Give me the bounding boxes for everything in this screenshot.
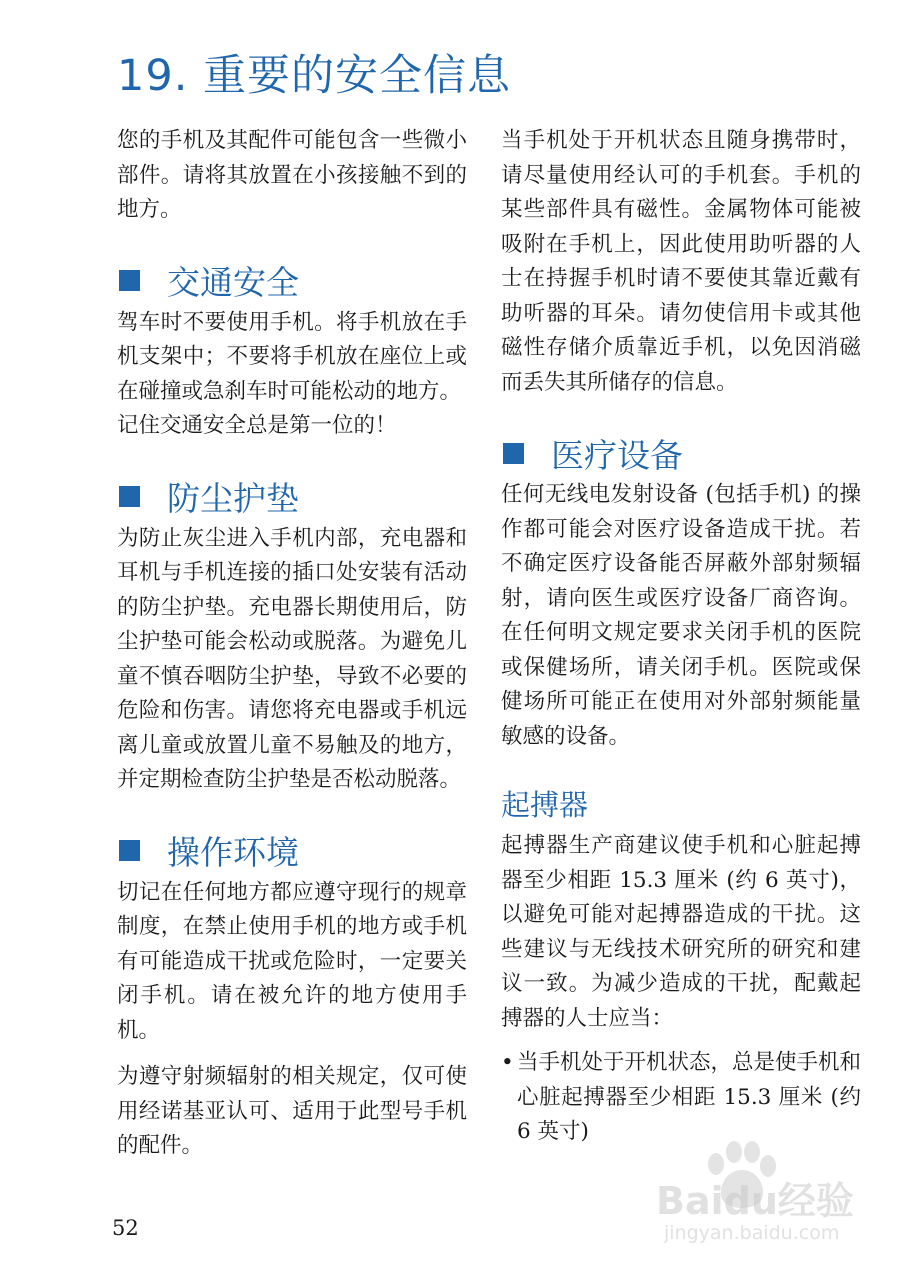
traffic-safety-title: 交通安全 bbox=[167, 263, 299, 302]
square-bullet-icon bbox=[503, 443, 524, 464]
intro-paragraph: 您的手机及其配件可能包含一些微小部件。请将其放置在小孩接触不到的地方。 bbox=[117, 128, 467, 222]
traffic-safety-heading bbox=[117, 256, 467, 306]
section-operating-environment bbox=[117, 826, 467, 1164]
medical-devices-paragraph: 任何无线电发射设备 (包括手机) 的操作都可能会对医疗设备造成干扰。若不确定医疗设备能否屏蔽外部射频辐射，请向医生或医疗设备厂商咨询。在任何明文规定要求关闭手机的医院或保健场所，请关闭手机。医院或保健场所可能正在使用对外部射频能量敏感的设备。 bbox=[501, 482, 861, 749]
page-number: 52 bbox=[112, 1216, 139, 1240]
medical-devices-heading bbox=[501, 428, 861, 478]
operating-environment-title: 操作环境 bbox=[167, 833, 299, 872]
list-item bbox=[501, 1046, 861, 1150]
operating-environment-heading bbox=[117, 826, 467, 876]
square-bullet-icon bbox=[119, 486, 140, 507]
baidu-watermark bbox=[636, 1140, 866, 1250]
pacemakers-heading: 起搏器 bbox=[501, 787, 589, 822]
square-bullet-icon bbox=[119, 270, 140, 291]
phone-case-magnet-paragraph: 当手机处于开机状态且随身携带时，请尽量使用经认可的手机套。手机的某些部件具有磁性。金属物体可能被吸附在手机上，因此使用助听器的人士在持握手机时请不要使其靠近戴有助听器的耳朵。请勿使信用卡或其他磁性存储介质靠近手机，以免因消磁而丢失其所储存的信息。 bbox=[501, 128, 861, 395]
section-pacemakers bbox=[501, 782, 861, 1150]
page-title: 19. 重要的安全信息 bbox=[117, 51, 512, 101]
medical-devices-title: 医疗设备 bbox=[551, 435, 683, 475]
square-bullet-icon bbox=[119, 840, 140, 861]
bullet-dot-icon: • bbox=[501, 1050, 514, 1075]
left-column bbox=[117, 124, 467, 1164]
traffic-safety-paragraph: 驾车时不要使用手机。将手机放在手机支架中；不要将手机放在座位上或在碰撞或急刹车时可能松动的地方。 bbox=[117, 309, 467, 404]
right-column bbox=[501, 124, 861, 1150]
rf-accessories-paragraph: 为遵守射频辐射的相关规定，仅可使用经诺基亚认可、适用于此型号手机的配件。 bbox=[117, 1064, 467, 1158]
dust-cover-paragraph: 为防止灰尘进入手机内部，充电器和耳机与手机连接的插口处安装有活动的防尘护垫。充电器长期使用后，防尘护垫可能会松动或脱落。为避免儿童不慎吞咽防尘护垫，导致不必要的危险和伤害。请您将充电器或手机远离儿童或放置儿童不易触及的地方，并定期检查防尘护垫是否松动脱落。 bbox=[117, 525, 467, 792]
traffic-safety-reminder: 记住交通安全总是第一位的！ bbox=[117, 413, 397, 438]
dust-cover-title: 防尘护垫 bbox=[167, 479, 299, 518]
section-medical-devices bbox=[501, 428, 861, 754]
section-dust-cover bbox=[117, 472, 467, 798]
operating-environment-paragraph: 切记在任何地方都应遵守现行的规章制度，在禁止使用手机的地方或手机有可能造成干扰或危险时，一定要关闭手机。请在被允许的地方使用手机。 bbox=[117, 879, 467, 1043]
section-traffic-safety bbox=[117, 256, 467, 444]
watermark-url: jingyan.baidu.com bbox=[664, 1222, 840, 1244]
baidu-logo-text: Baidu经验 bbox=[656, 1179, 854, 1223]
pacemaker-distance-item: 当手机处于开机状态，总是使手机和心脏起搏器至少相距 15.3 厘米 (约 6 英寸) bbox=[517, 1050, 862, 1144]
dust-cover-heading bbox=[117, 472, 467, 522]
pacemakers-paragraph: 起搏器生产商建议使手机和心脏起搏器至少相距 15.3 厘米 (约 6 英寸)，以避免可能对起搏器造成的干扰。这些建议与无线技术研究所的研究和建议一致。为减少造成的干扰，配戴起搏器的人士应当： bbox=[501, 833, 861, 1031]
